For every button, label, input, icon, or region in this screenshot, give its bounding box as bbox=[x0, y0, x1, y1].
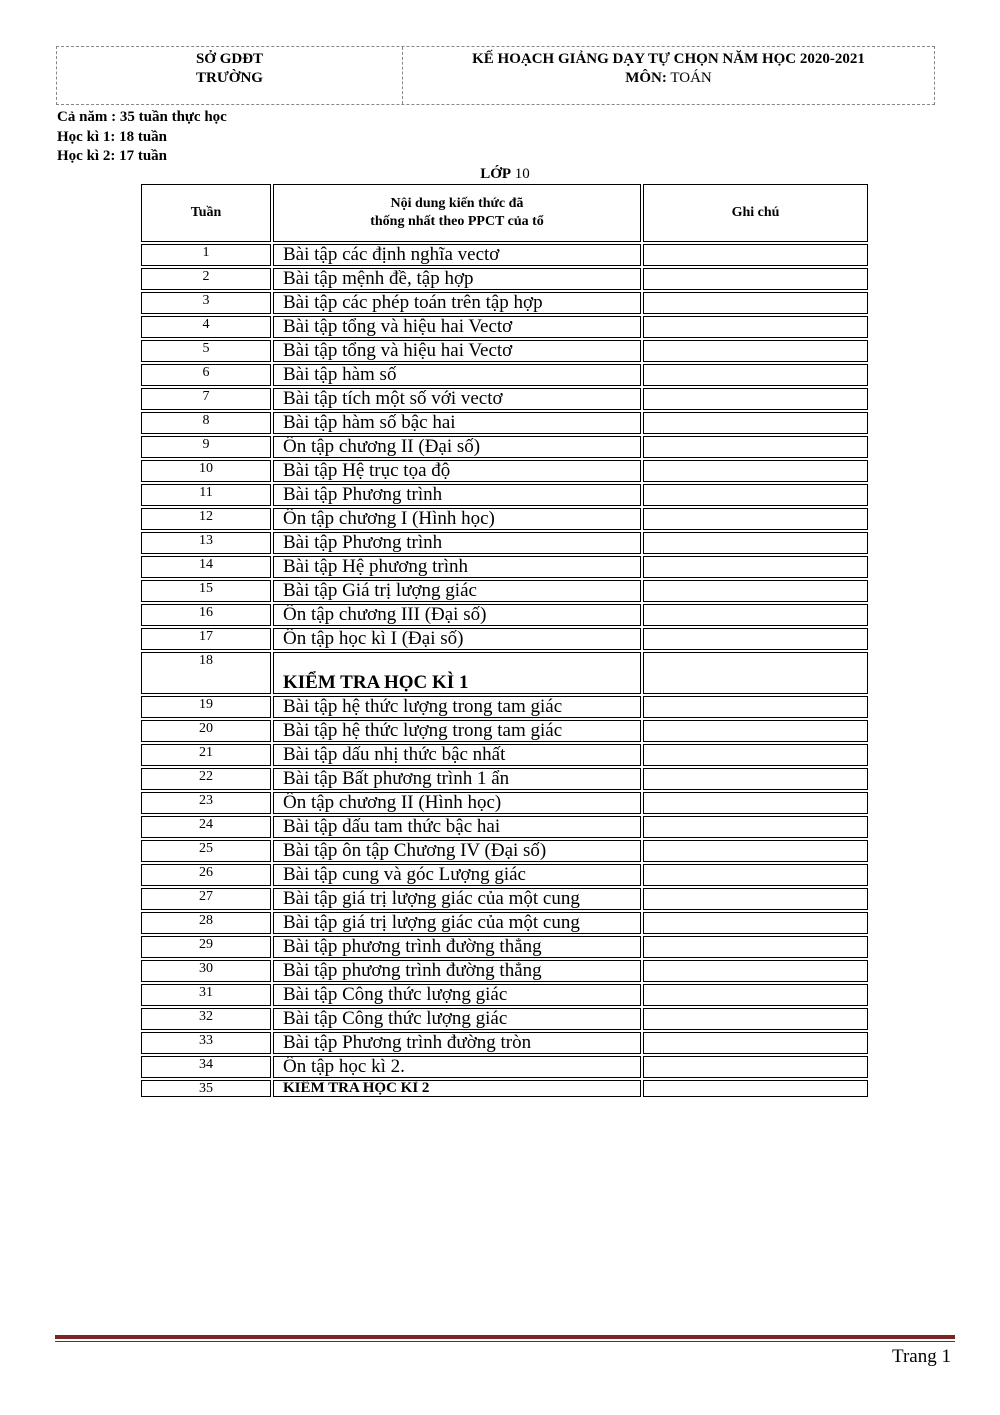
class-label: LỚP bbox=[480, 166, 512, 182]
document-header bbox=[56, 46, 935, 105]
week-number: 4 bbox=[141, 316, 271, 338]
table-row bbox=[141, 888, 868, 910]
week-number: 17 bbox=[141, 628, 271, 650]
table-row bbox=[141, 556, 868, 578]
table-row bbox=[141, 864, 868, 886]
week-number: 18 bbox=[141, 652, 271, 694]
note-cell bbox=[643, 484, 868, 506]
table-row bbox=[141, 720, 868, 742]
lesson-content: Bài tập hàm số bbox=[273, 364, 641, 386]
table-row bbox=[141, 960, 868, 982]
week-number: 9 bbox=[141, 436, 271, 458]
lesson-content: Bài tập giá trị lượng giác của một cung bbox=[273, 912, 641, 934]
note-cell bbox=[643, 292, 868, 314]
document-title: KẾ HOẠCH GIẢNG DẠY TỰ CHỌN NĂM HỌC 2020-2021 bbox=[472, 51, 865, 67]
week-number: 29 bbox=[141, 936, 271, 958]
note-cell bbox=[643, 792, 868, 814]
note-cell bbox=[643, 960, 868, 982]
table-body bbox=[141, 244, 868, 1097]
lesson-content: Bài tập Phương trình đường tròn bbox=[273, 1032, 641, 1054]
summary-year: Cả năm : 35 tuần thực học bbox=[57, 109, 227, 125]
week-number: 30 bbox=[141, 960, 271, 982]
header-content-line2: thống nhất theo PPCT của tổ bbox=[370, 214, 544, 229]
school-name: TRƯỜNG bbox=[196, 70, 263, 86]
lesson-content: Bài tập hệ thức lượng trong tam giác bbox=[273, 696, 641, 718]
lesson-content: Bài tập Hệ trục tọa độ bbox=[273, 460, 641, 482]
week-number: 13 bbox=[141, 532, 271, 554]
lesson-content: Bài tập giá trị lượng giác của một cung bbox=[273, 888, 641, 910]
footer-rule-thin bbox=[55, 1341, 955, 1342]
note-cell bbox=[643, 532, 868, 554]
week-number: 1 bbox=[141, 244, 271, 266]
header-content bbox=[273, 184, 641, 242]
table-row bbox=[141, 840, 868, 862]
week-number: 23 bbox=[141, 792, 271, 814]
lesson-content: Ôn tập chương II (Đại số) bbox=[273, 436, 641, 458]
table-row bbox=[141, 460, 868, 482]
lesson-content: Bài tập dấu nhị thức bậc nhất bbox=[273, 744, 641, 766]
note-cell bbox=[643, 984, 868, 1006]
table-header-row bbox=[141, 184, 868, 242]
subject-label: MÔN: bbox=[625, 70, 667, 86]
lesson-content: Ôn tập học kì 2. bbox=[273, 1056, 641, 1078]
summary-semester1: Học kì 1: 18 tuần bbox=[57, 128, 168, 145]
table-row bbox=[141, 268, 868, 290]
note-cell bbox=[643, 888, 868, 910]
schedule-table bbox=[139, 182, 870, 1099]
note-cell bbox=[643, 316, 868, 338]
note-cell bbox=[643, 580, 868, 602]
week-number: 19 bbox=[141, 696, 271, 718]
note-cell bbox=[643, 720, 868, 742]
note-cell bbox=[643, 388, 868, 410]
page-number: Trang 1 bbox=[892, 1346, 951, 1367]
table-row bbox=[141, 984, 868, 1006]
lesson-content: Bài tập dấu tam thức bậc hai bbox=[273, 816, 641, 838]
lesson-content: Ôn tập chương II (Hình học) bbox=[273, 792, 641, 814]
lesson-content: KIỂM TRA HỌC KÌ 2 bbox=[273, 1080, 641, 1097]
note-cell bbox=[643, 840, 868, 862]
week-number: 8 bbox=[141, 412, 271, 434]
header-note: Ghi chú bbox=[643, 184, 868, 242]
table-row bbox=[141, 816, 868, 838]
department-name: SỞ GDĐT bbox=[195, 51, 264, 67]
week-number: 16 bbox=[141, 604, 271, 626]
note-cell bbox=[643, 604, 868, 626]
table-row bbox=[141, 292, 868, 314]
week-number: 26 bbox=[141, 864, 271, 886]
table-row bbox=[141, 912, 868, 934]
note-cell bbox=[643, 1056, 868, 1078]
table-row bbox=[141, 768, 868, 790]
week-number: 31 bbox=[141, 984, 271, 1006]
lesson-content: KIỂM TRA HỌC KÌ 1 bbox=[273, 652, 641, 694]
week-number: 2 bbox=[141, 268, 271, 290]
summary-semester2: Học kì 2: 17 tuần bbox=[57, 148, 168, 164]
lesson-content: Bài tập Hệ phương trình bbox=[273, 556, 641, 578]
lesson-content: Ôn tập chương I (Hình học) bbox=[273, 508, 641, 530]
class-value: 10 bbox=[511, 166, 530, 182]
table-row bbox=[141, 436, 868, 458]
lesson-content: Bài tập phương trình đường thẳng bbox=[273, 936, 641, 958]
week-number: 14 bbox=[141, 556, 271, 578]
table-row bbox=[141, 532, 868, 554]
note-cell bbox=[643, 912, 868, 934]
lesson-content: Bài tập Giá trị lượng giác bbox=[273, 580, 641, 602]
table-row bbox=[141, 628, 868, 650]
lesson-content: Bài tập tổng và hiệu hai Vectơ bbox=[273, 340, 641, 362]
note-cell bbox=[643, 244, 868, 266]
week-number: 11 bbox=[141, 484, 271, 506]
table-row bbox=[141, 412, 868, 434]
note-cell bbox=[643, 816, 868, 838]
week-number: 35 bbox=[141, 1080, 271, 1097]
note-cell bbox=[643, 864, 868, 886]
note-cell bbox=[643, 652, 868, 694]
footer-rule-thick bbox=[55, 1335, 955, 1339]
week-number: 28 bbox=[141, 912, 271, 934]
week-number: 6 bbox=[141, 364, 271, 386]
table-row bbox=[141, 1056, 868, 1078]
table-row bbox=[141, 1080, 868, 1097]
lesson-content: Bài tập Phương trình bbox=[273, 484, 641, 506]
schedule-table-wrapper bbox=[141, 184, 868, 1097]
week-number: 21 bbox=[141, 744, 271, 766]
note-cell bbox=[643, 628, 868, 650]
note-cell bbox=[643, 460, 868, 482]
subject-line bbox=[625, 69, 712, 88]
table-row bbox=[141, 388, 868, 410]
lesson-content: Bài tập ôn tập Chương IV (Đại số) bbox=[273, 840, 641, 862]
week-number: 27 bbox=[141, 888, 271, 910]
week-number: 7 bbox=[141, 388, 271, 410]
week-number: 3 bbox=[141, 292, 271, 314]
note-cell bbox=[643, 340, 868, 362]
lesson-content: Bài tập hàm số bậc hai bbox=[273, 412, 641, 434]
lesson-content: Bài tập tích một số với vectơ bbox=[273, 388, 641, 410]
lesson-content: Bài tập Công thức lượng giác bbox=[273, 984, 641, 1006]
header-week: Tuần bbox=[141, 184, 271, 242]
header-left-cell bbox=[57, 47, 403, 104]
note-cell bbox=[643, 744, 868, 766]
week-number: 33 bbox=[141, 1032, 271, 1054]
week-number: 20 bbox=[141, 720, 271, 742]
week-summary bbox=[57, 108, 227, 167]
week-number: 34 bbox=[141, 1056, 271, 1078]
week-number: 5 bbox=[141, 340, 271, 362]
lesson-content: Bài tập hệ thức lượng trong tam giác bbox=[273, 720, 641, 742]
table-row bbox=[141, 1032, 868, 1054]
lesson-content: Bài tập Công thức lượng giác bbox=[273, 1008, 641, 1030]
lesson-content: Bài tập phương trình đường thẳng bbox=[273, 960, 641, 982]
week-number: 25 bbox=[141, 840, 271, 862]
table-row bbox=[141, 696, 868, 718]
table-row bbox=[141, 580, 868, 602]
lesson-content: Ôn tập chương III (Đại số) bbox=[273, 604, 641, 626]
lesson-content: Bài tập Phương trình bbox=[273, 532, 641, 554]
subject-value: TOÁN bbox=[666, 70, 712, 86]
note-cell bbox=[643, 412, 868, 434]
table-row bbox=[141, 792, 868, 814]
note-cell bbox=[643, 1032, 868, 1054]
table-row bbox=[141, 508, 868, 530]
note-cell bbox=[643, 436, 868, 458]
table-row bbox=[141, 484, 868, 506]
table-row bbox=[141, 316, 868, 338]
table-row bbox=[141, 340, 868, 362]
table-row bbox=[141, 936, 868, 958]
lesson-content: Bài tập các định nghĩa vectơ bbox=[273, 244, 641, 266]
lesson-content: Bài tập cung và góc Lượng giác bbox=[273, 864, 641, 886]
lesson-content: Bài tập các phép toán trên tập hợp bbox=[273, 292, 641, 314]
table-row bbox=[141, 1008, 868, 1030]
lesson-content: Bài tập Bất phương trình 1 ẩn bbox=[273, 768, 641, 790]
note-cell bbox=[643, 696, 868, 718]
week-number: 15 bbox=[141, 580, 271, 602]
week-number: 32 bbox=[141, 1008, 271, 1030]
week-number: 22 bbox=[141, 768, 271, 790]
note-cell bbox=[643, 1080, 868, 1097]
note-cell bbox=[643, 508, 868, 530]
note-cell bbox=[643, 268, 868, 290]
week-number: 24 bbox=[141, 816, 271, 838]
lesson-content: Ôn tập học kì I (Đại số) bbox=[273, 628, 641, 650]
lesson-content: Bài tập mệnh đề, tập hợp bbox=[273, 268, 641, 290]
table-row bbox=[141, 604, 868, 626]
note-cell bbox=[643, 364, 868, 386]
table-row bbox=[141, 244, 868, 266]
note-cell bbox=[643, 768, 868, 790]
header-right-cell bbox=[403, 47, 934, 104]
note-cell bbox=[643, 936, 868, 958]
table-row bbox=[141, 364, 868, 386]
table-row bbox=[141, 652, 868, 694]
week-number: 12 bbox=[141, 508, 271, 530]
lesson-content: Bài tập tổng và hiệu hai Vectơ bbox=[273, 316, 641, 338]
note-cell bbox=[643, 1008, 868, 1030]
note-cell bbox=[643, 556, 868, 578]
header-content-line1: Nội dung kiến thức đã bbox=[390, 196, 524, 211]
week-number: 10 bbox=[141, 460, 271, 482]
table-row bbox=[141, 744, 868, 766]
